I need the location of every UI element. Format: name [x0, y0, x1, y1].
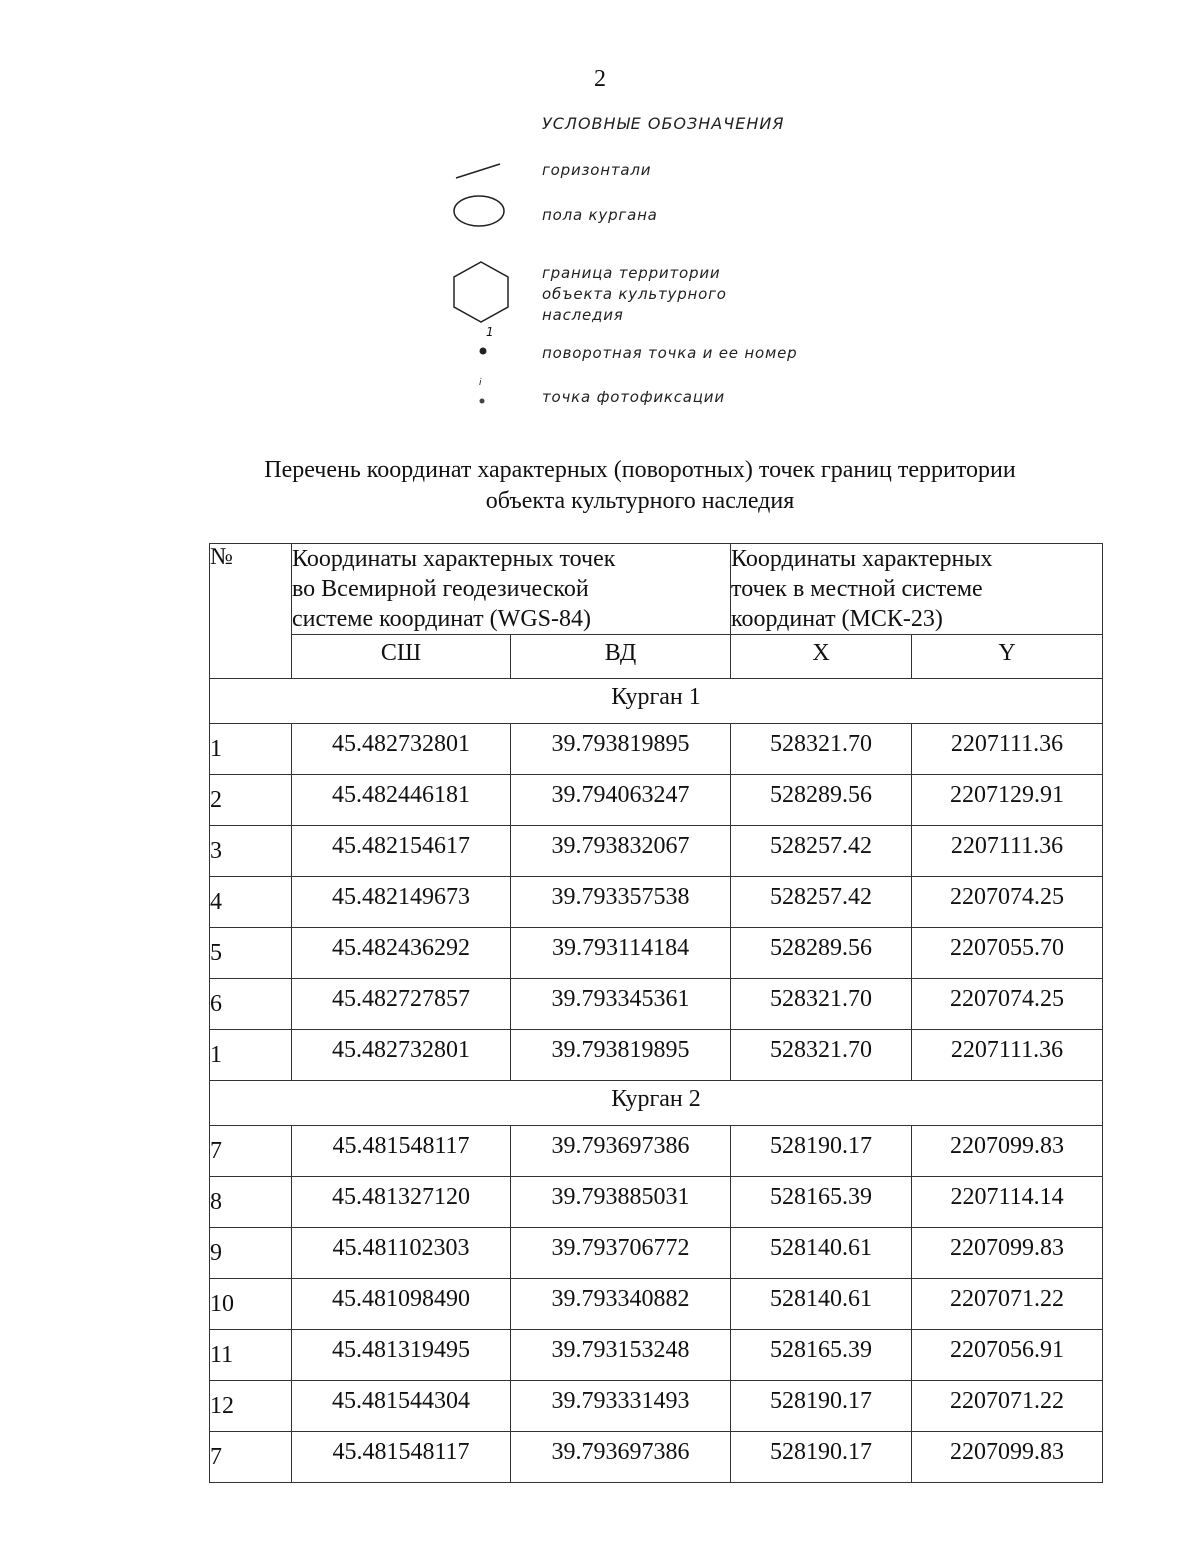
y-value: 2207071.22 — [912, 1381, 1103, 1432]
point-number: 9 — [210, 1228, 292, 1279]
legend-label-photo-point: точка фотофиксации — [542, 388, 725, 406]
y-value: 2207111.36 — [912, 724, 1103, 775]
table-row — [210, 724, 1103, 775]
document-title-line-2: объекта культурного наследия — [485, 488, 795, 514]
x-value: 528190.17 — [731, 1126, 912, 1177]
table-row — [210, 877, 1103, 928]
point-number: 7 — [210, 1432, 292, 1483]
longitude-value: 39.793697386 — [511, 1432, 731, 1483]
legend-label-boundary-2: объекта культурного — [542, 285, 727, 303]
legend-label-boundary-3: наследия — [542, 306, 624, 324]
longitude-value: 39.793706772 — [511, 1228, 731, 1279]
latitude-value: 45.482732801 — [292, 1030, 511, 1081]
table-row — [210, 1279, 1103, 1330]
point-number: 12 — [210, 1381, 292, 1432]
longitude-value: 39.793114184 — [511, 928, 731, 979]
header-msk23-line: координат (МСК-23) — [731, 606, 943, 632]
hexagon-icon — [448, 258, 514, 328]
table-row — [210, 1432, 1103, 1483]
group-name: Курган 1 — [210, 679, 1103, 724]
point-number: 2 — [210, 775, 292, 826]
table-row — [210, 1330, 1103, 1381]
x-value: 528321.70 — [731, 979, 912, 1030]
contour-line-icon — [452, 160, 504, 182]
table-row — [210, 775, 1103, 826]
header-msk23 — [731, 544, 1103, 635]
group-name: Курган 2 — [210, 1081, 1103, 1126]
y-value: 2207099.83 — [912, 1126, 1103, 1177]
subheader-longitude: ВД — [511, 635, 731, 679]
latitude-value: 45.481548117 — [292, 1432, 511, 1483]
latitude-value: 45.482732801 — [292, 724, 511, 775]
table-row — [210, 1228, 1103, 1279]
table-row — [210, 928, 1103, 979]
latitude-value: 45.482436292 — [292, 928, 511, 979]
subheader-y: Y — [912, 635, 1103, 679]
y-value: 2207114.14 — [912, 1177, 1103, 1228]
x-value: 528257.42 — [731, 826, 912, 877]
table-row — [210, 1126, 1103, 1177]
header-wgs84-line: Координаты характерных точек — [292, 546, 616, 572]
latitude-value: 45.482727857 — [292, 979, 511, 1030]
longitude-value: 39.794063247 — [511, 775, 731, 826]
x-value: 528140.61 — [731, 1279, 912, 1330]
ellipse-icon — [450, 192, 508, 230]
point-number: 6 — [210, 979, 292, 1030]
table-subheader-row — [210, 635, 1103, 679]
legend-label-contour: горизонтали — [542, 161, 652, 179]
x-value: 528289.56 — [731, 775, 912, 826]
header-wgs84-line: системе координат (WGS-84) — [292, 606, 591, 632]
x-value: 528190.17 — [731, 1432, 912, 1483]
longitude-value: 39.793357538 — [511, 877, 731, 928]
y-value: 2207071.22 — [912, 1279, 1103, 1330]
point-number: 11 — [210, 1330, 292, 1381]
legend-label-mound: пола кургана — [542, 206, 658, 224]
y-value: 2207129.91 — [912, 775, 1103, 826]
point-number: 8 — [210, 1177, 292, 1228]
table-row — [210, 826, 1103, 877]
latitude-value: 45.482446181 — [292, 775, 511, 826]
longitude-value: 39.793340882 — [511, 1279, 731, 1330]
point-number: 1 — [210, 1030, 292, 1081]
point-number: 10 — [210, 1279, 292, 1330]
photo-point-marker: i — [479, 378, 482, 388]
longitude-value: 39.793331493 — [511, 1381, 731, 1432]
longitude-value: 39.793819895 — [511, 1030, 731, 1081]
point-number: 5 — [210, 928, 292, 979]
y-value: 2207056.91 — [912, 1330, 1103, 1381]
x-value: 528140.61 — [731, 1228, 912, 1279]
y-value: 2207099.83 — [912, 1432, 1103, 1483]
document-title-line-1: Перечень координат характерных (поворотных) точек границ территории — [264, 457, 1016, 483]
y-value: 2207074.25 — [912, 979, 1103, 1030]
coordinates-table — [209, 543, 1103, 1483]
subheader-latitude: СШ — [292, 635, 511, 679]
latitude-value: 45.481319495 — [292, 1330, 511, 1381]
table-header-row — [210, 544, 1103, 635]
y-value: 2207099.83 — [912, 1228, 1103, 1279]
subheader-x: X — [731, 635, 912, 679]
x-value: 528289.56 — [731, 928, 912, 979]
y-value: 2207055.70 — [912, 928, 1103, 979]
point-number: 7 — [210, 1126, 292, 1177]
latitude-value: 45.481327120 — [292, 1177, 511, 1228]
header-wgs84-line: во Всемирной геодезической — [292, 576, 589, 602]
turning-point-icon — [476, 344, 490, 358]
x-value: 528257.42 — [731, 877, 912, 928]
table-row — [210, 1177, 1103, 1228]
legend-label-turning-point: поворотная точка и ее номер — [542, 344, 798, 362]
group-row — [210, 679, 1103, 724]
x-value: 528321.70 — [731, 1030, 912, 1081]
x-value: 528165.39 — [731, 1177, 912, 1228]
table-row — [210, 1030, 1103, 1081]
y-value: 2207111.36 — [912, 826, 1103, 877]
legend-label-boundary-1: граница территории — [542, 264, 721, 282]
table-row — [210, 1381, 1103, 1432]
latitude-value: 45.481102303 — [292, 1228, 511, 1279]
header-msk23-line: точек в местной системе — [731, 576, 983, 602]
legend-title: УСЛОВНЫЕ ОБОЗНАЧЕНИЯ — [542, 114, 785, 133]
longitude-value: 39.793885031 — [511, 1177, 731, 1228]
point-number: 1 — [210, 724, 292, 775]
latitude-value: 45.482149673 — [292, 877, 511, 928]
longitude-value: 39.793153248 — [511, 1330, 731, 1381]
turning-point-marker: 1 — [486, 325, 494, 339]
point-number: 4 — [210, 877, 292, 928]
latitude-value: 45.481098490 — [292, 1279, 511, 1330]
latitude-value: 45.482154617 — [292, 826, 511, 877]
header-wgs84 — [292, 544, 731, 635]
x-value: 528321.70 — [731, 724, 912, 775]
x-value: 528190.17 — [731, 1381, 912, 1432]
longitude-value: 39.793832067 — [511, 826, 731, 877]
longitude-value: 39.793697386 — [511, 1126, 731, 1177]
longitude-value: 39.793819895 — [511, 724, 731, 775]
header-msk23-line: Координаты характерных — [731, 546, 993, 572]
group-row — [210, 1081, 1103, 1126]
table-row — [210, 979, 1103, 1030]
latitude-value: 45.481548117 — [292, 1126, 511, 1177]
longitude-value: 39.793345361 — [511, 979, 731, 1030]
y-value: 2207111.36 — [912, 1030, 1103, 1081]
latitude-value: 45.481544304 — [292, 1381, 511, 1432]
x-value: 528165.39 — [731, 1330, 912, 1381]
y-value: 2207074.25 — [912, 877, 1103, 928]
point-number: 3 — [210, 826, 292, 877]
photo-point-icon — [476, 395, 488, 407]
header-number: № — [210, 544, 292, 679]
document-title — [150, 455, 1130, 517]
page-number: 2 — [594, 66, 606, 92]
